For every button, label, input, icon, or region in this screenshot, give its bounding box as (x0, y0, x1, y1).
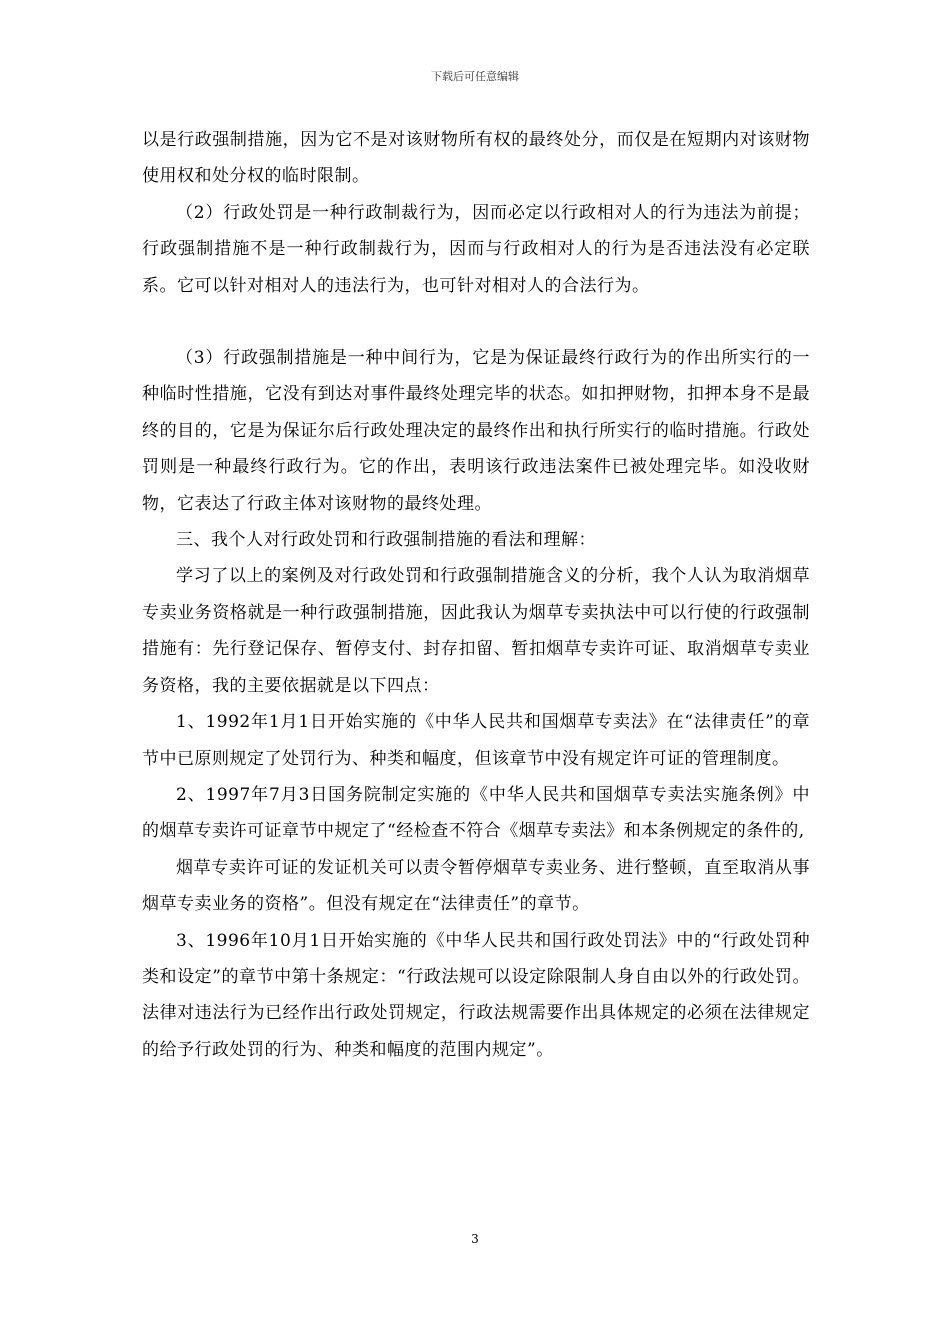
paragraph-basis-2-continued: 烟草专卖许可证的发证机关可以责令暂停烟草专卖业务、进行整顿，直至取消从事烟草专卖业务的资格”。但没有规定在“法律责任”的章节。 (142, 857, 810, 915)
paragraph-analysis: 学习了以上的案例及对行政处罚和行政强制措施含义的分析，我个人认为取消烟草专卖业务资格就是一种行政强制措施，因此我认为烟草专卖执法中可以行使的行政强制措施有：先行登记保存、暂停支付、封存扣留、暂扣烟草专卖许可证、取消烟草专卖业务资格，我的主要依据就是以下四点： (142, 566, 810, 696)
paragraph-spacer (142, 304, 810, 340)
paragraph-point-3: （3）行政强制措施是一种中间行为，它是为保证最终行政行为的作出所实行的一种临时性措施，它没有到达对事件最终处理完毕的状态。如扣押财物，扣押本身不是最终的目的，它是为保证尔后行政处理决定的最终作出和执行所实行的临时措施。行政处罚则是一种最终行政行为。它的作出，表明该行政违法案件已被处理完毕。如没收财物，它表达了行政主体对该财物的最终处理。 (142, 348, 810, 514)
page-number: 3 (471, 1232, 479, 1246)
document-body (142, 122, 810, 1068)
header-note: 下载后可任意编辑 (431, 70, 519, 83)
paragraph-basis-1: 1、1992年1月1日开始实施的《中华人民共和国烟草专卖法》在“法律责任”的章节中已原则规定了处罚行为、种类和幅度，但该章节中没有规定许可证的管理制度。 (142, 712, 810, 769)
paragraph-continuation: 以是行政强制措施，因为它不是对该财物所有权的最终处分，而仅是在短期内对该财物使用权和处分权的临时限制。 (142, 130, 810, 187)
section-heading: 三、我个人对行政处罚和行政强制措施的看法和理解： (176, 530, 596, 551)
paragraph-point-2: （2）行政处罚是一种行政制裁行为，因而必定以行政相对人的行为违法为前提；行政强制措施不是一种行政制裁行为，因而与行政相对人的行为是否违法没有必定联系。它可以针对相对人的违法行为，也可针对相对人的合法行为。 (142, 202, 810, 296)
paragraph-basis-2: 2、1997年7月3日国务院制定实施的《中华人民共和国烟草专卖法实施条例》中的烟草专卖许可证章节中规定了“经检查不符合《烟草专卖法》和本条例规定的条件的, (142, 784, 810, 842)
paragraph-basis-3: 3、1996年10月1日开始实施的《中华人民共和国行政处罚法》中的“行政处罚种类和设定”的章节中第十条规定：“行政法规可以设定除限制人身自由以外的行政处罚。法律对违法行为已经作出行政处罚规定，行政法规需要作出具体规定的必须在法律规定的给予行政处罚的行为、种类和幅度的范围内规定”。 (142, 930, 810, 1060)
